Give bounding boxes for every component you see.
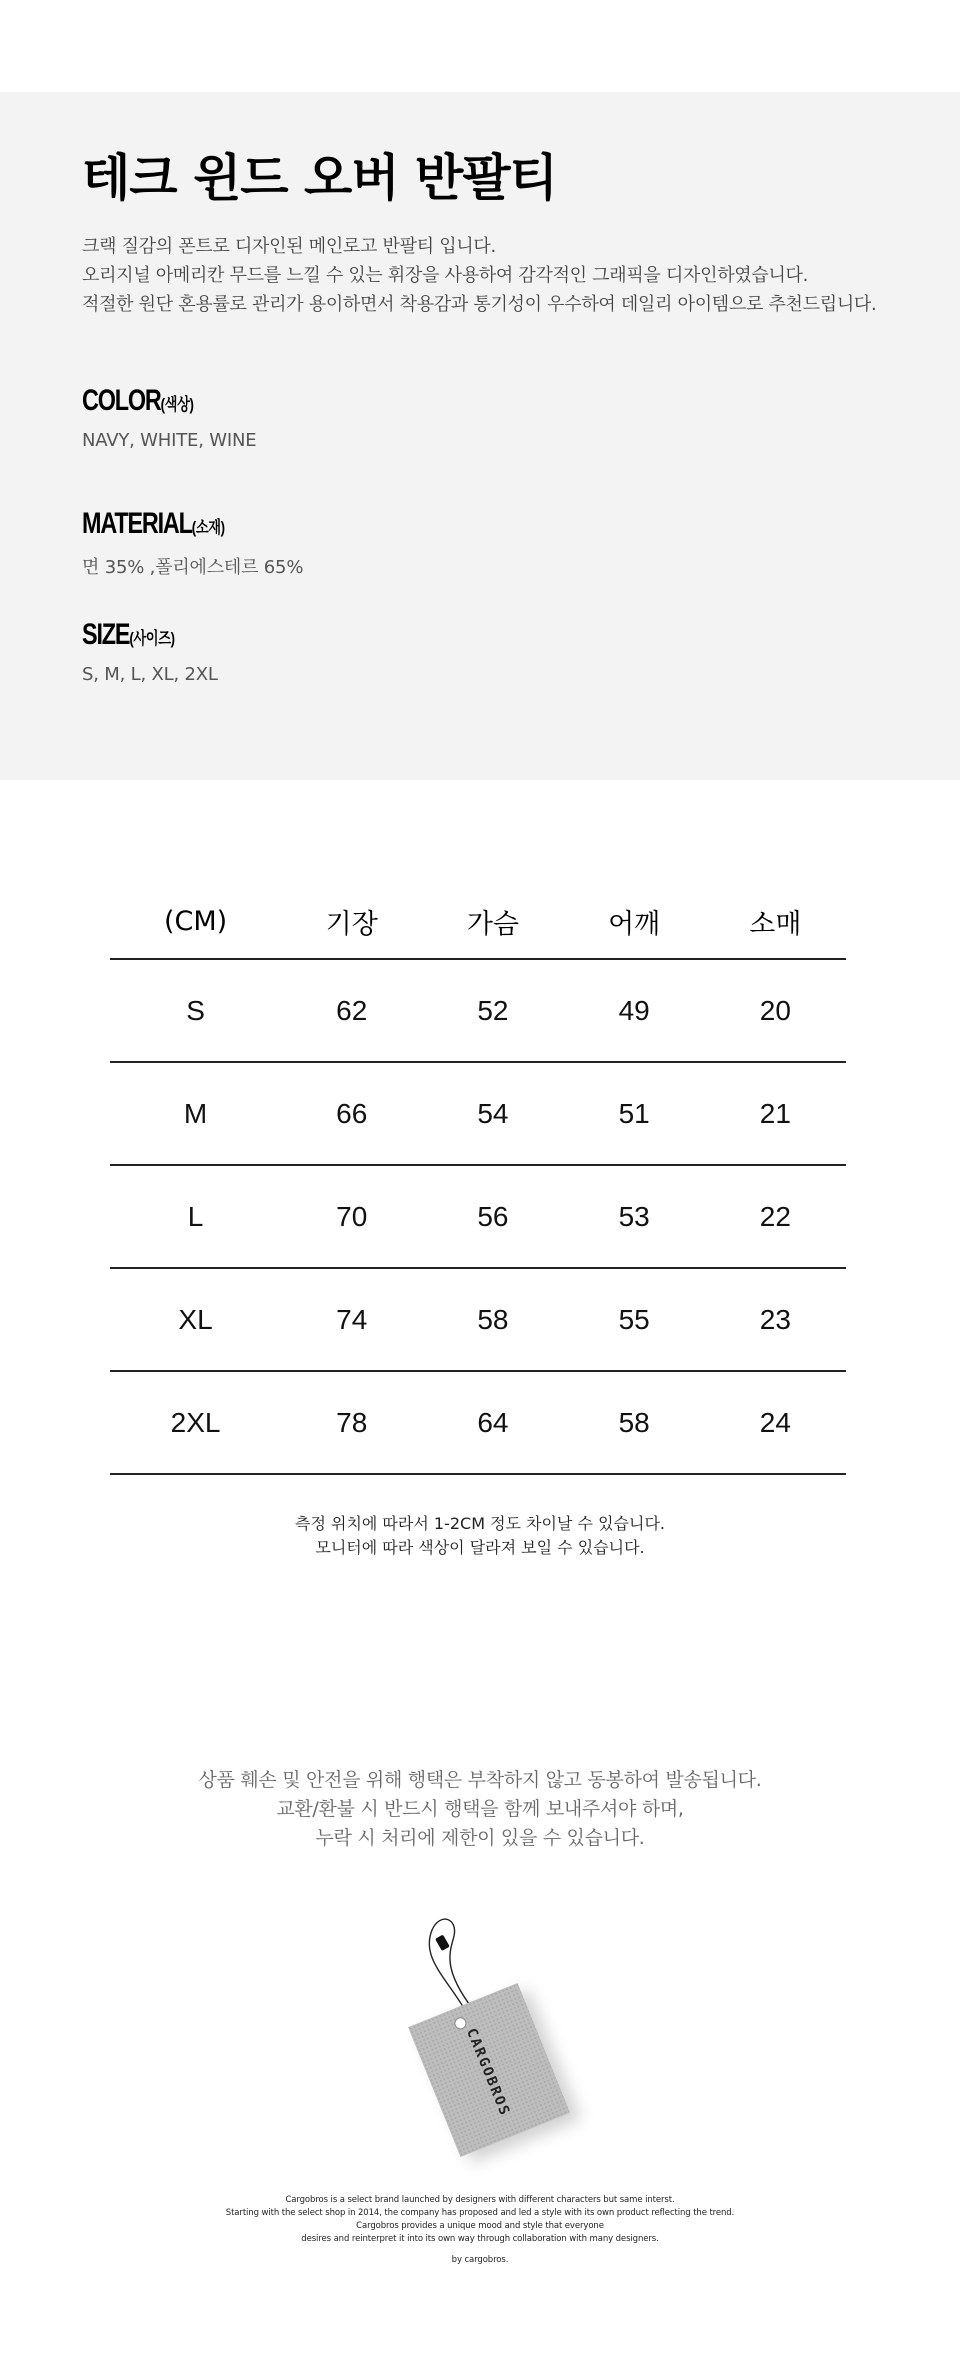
notice-line: 상품 훼손 및 안전을 위해 행택은 부착하지 않고 동봉하여 발송됩니다. [198, 1769, 762, 1791]
chest-cell: 54 [422, 1062, 563, 1165]
product-description [82, 232, 932, 319]
spec-color-label: COLOR(색상) [82, 384, 194, 417]
length-cell: 62 [281, 959, 422, 1062]
description-line: 적절한 원단 혼용률로 관리가 용이하면서 착용감과 통기성이 우수하여 데일리 아이템으로 추천드립니다. [82, 294, 877, 315]
spec-size-label: SIZE(사이즈) [82, 618, 175, 651]
table-row [110, 1371, 846, 1474]
spec-material-label: MATERIAL(소재) [82, 507, 225, 540]
note-line: 모니터에 따라 색상이 달라져 보일 수 있습니다. [315, 1538, 645, 1557]
size-cell: S [110, 959, 281, 1062]
header-unit: (CM) [110, 885, 281, 959]
shoulder-cell: 53 [564, 1165, 705, 1268]
about-line: Cargobros is a select brand launched by designers with different characters but same interst. [285, 2195, 675, 2205]
sleeve-cell: 20 [705, 959, 846, 1062]
notice-line: 교환/환불 시 반드시 행택을 함께 보내주셔야 하며, [276, 1798, 684, 1820]
notice-line: 누락 시 처리에 제한이 있을 수 있습니다. [315, 1827, 645, 1849]
tag-brand-logo: CARGOBROS [462, 2026, 513, 2120]
about-line: Starting with the select shop in 2014, the company has proposed and led a style with its own product reflecting the trend. [225, 2208, 735, 2218]
shoulder-cell: 58 [564, 1371, 705, 1474]
chest-cell: 56 [422, 1165, 563, 1268]
spec-color [82, 384, 256, 451]
size-cell: XL [110, 1268, 281, 1371]
about-line: desires and reinterpret it into its own way through collaboration with many designers. [301, 2234, 659, 2244]
measurement-note [0, 1512, 960, 1560]
spec-color-value: NAVY, WHITE, WINE [82, 430, 257, 451]
sleeve-cell: 22 [705, 1165, 846, 1268]
spec-size-value: S, M, L, XL, 2XL [82, 664, 218, 685]
about-line: Cargobros provides a unique mood and style that everyone [356, 2221, 604, 2231]
spec-material [82, 507, 303, 579]
size-table [110, 885, 846, 1475]
shoulder-cell: 55 [564, 1268, 705, 1371]
length-cell: 78 [281, 1371, 422, 1474]
shoulder-cell: 51 [564, 1062, 705, 1165]
size-cell: L [110, 1165, 281, 1268]
note-line: 측정 위치에 따라서 1-2CM 정도 차이날 수 있습니다. [294, 1514, 665, 1533]
about-signature: by cargobros. [451, 2255, 509, 2265]
header-sleeve: 소매 [705, 885, 846, 959]
table-row [110, 1165, 846, 1268]
brand-about [0, 2194, 960, 2267]
product-info-section [0, 92, 960, 780]
spec-size [82, 618, 218, 685]
chest-cell: 64 [422, 1371, 563, 1474]
size-cell: 2XL [110, 1371, 281, 1474]
product-title: 테크 윈드 오버 반팔티 [82, 149, 557, 207]
table-row [110, 1062, 846, 1165]
table-row [110, 1268, 846, 1371]
sleeve-cell: 21 [705, 1062, 846, 1165]
table-row [110, 959, 846, 1062]
shoulder-cell: 49 [564, 959, 705, 1062]
length-cell: 70 [281, 1165, 422, 1268]
chest-cell: 58 [422, 1268, 563, 1371]
size-table-header [110, 885, 846, 959]
sleeve-cell: 23 [705, 1268, 846, 1371]
chest-cell: 52 [422, 959, 563, 1062]
header-shoulder: 어깨 [564, 885, 705, 959]
spec-material-value: 면 35% ,폴리에스테르 65% [82, 557, 304, 578]
length-cell: 74 [281, 1268, 422, 1371]
hang-tag-illustration [380, 1900, 600, 2180]
hang-tag-notice [0, 1766, 960, 1853]
description-line: 오리지널 아메리칸 무드를 느낄 수 있는 휘장을 사용하여 감각적인 그래픽을 디자인하였습니다. [82, 265, 809, 286]
size-cell: M [110, 1062, 281, 1165]
sleeve-cell: 24 [705, 1371, 846, 1474]
description-line: 크랙 질감의 폰트로 디자인된 메인로고 반팔티 입니다. [82, 236, 496, 257]
header-length: 기장 [281, 885, 422, 959]
length-cell: 66 [281, 1062, 422, 1165]
header-chest: 가슴 [422, 885, 563, 959]
